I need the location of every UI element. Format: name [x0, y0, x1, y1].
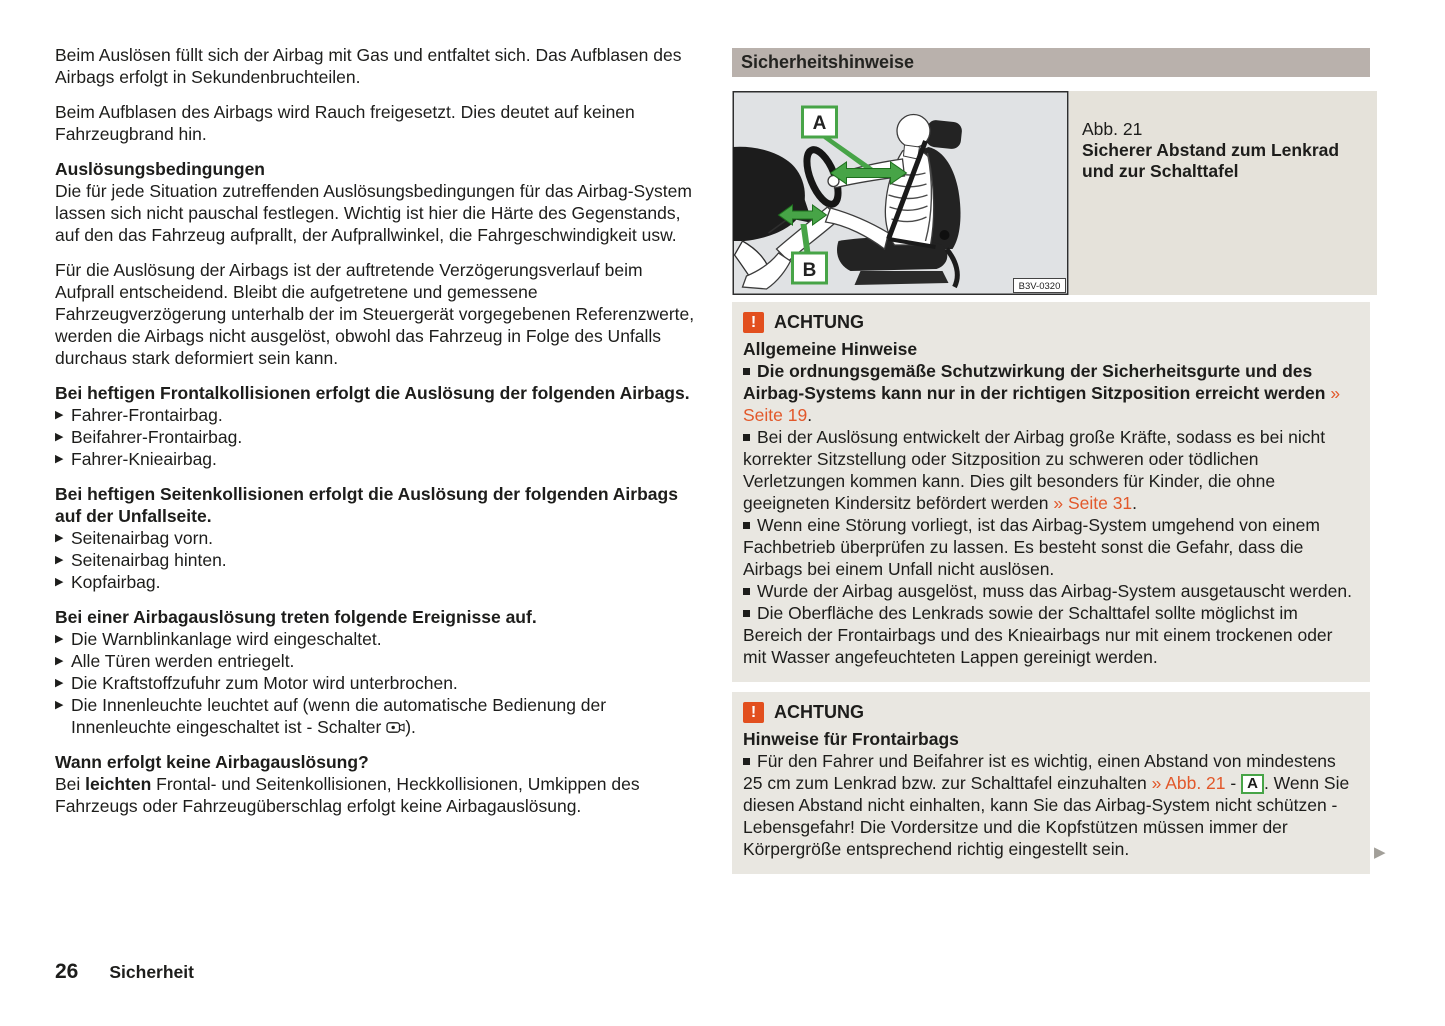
- text-run: Alle Türen werden entriegelt.: [71, 651, 295, 671]
- paragraph: [55, 44, 705, 88]
- text-run: Die für jede Situation zutreffenden Auslösungsbedingungen für das Airbag-System lassen sich nicht pauschal festlegen. Wichtig ist hier die Härte des Gegenstands, auf den das Fahrzeug aufprallt, der Aufprallwinkel, die Fahrgeschwindigkeit usw.: [55, 181, 692, 245]
- bullet-triangle-icon: ▶: [55, 431, 64, 443]
- warning-box: [732, 302, 1370, 682]
- paragraph: [55, 259, 705, 369]
- figure-caption-title: Sicherer Abstand zum Lenkrad und zur Schalttafel: [1082, 140, 1340, 181]
- square-bullet-icon: [743, 610, 750, 617]
- list-item: [55, 672, 705, 694]
- headrest: [925, 119, 963, 150]
- paragraph: [55, 773, 705, 817]
- bullet-triangle-icon: ▶: [55, 633, 64, 645]
- warning-subtitle: Allgemeine Hinweise: [743, 339, 918, 359]
- warning-item: [743, 514, 1359, 580]
- text-run: Seitenairbag vorn.: [71, 528, 214, 548]
- section-heading: [55, 158, 705, 180]
- bullet-triangle-icon: ▶: [55, 453, 64, 465]
- list-item: [55, 426, 705, 448]
- figure-caption-label: Abb. 21: [1082, 119, 1143, 139]
- bullet-triangle-icon: ▶: [55, 699, 64, 711]
- text-run: Beim Aufblasen des Airbags wird Rauch freigesetzt. Dies deutet auf keinen Fahrzeugbrand hin.: [55, 102, 635, 144]
- text-run: Frontal- und Seitenkollisionen, Heckkollisionen, Umkippen des Fahrzeugs oder Fahrzeugüberschlag erfolgt keine Airbagauslösung.: [55, 774, 640, 816]
- section-heading: [55, 382, 705, 404]
- text-run: Die Oberfläche des Lenkrads sowie der Schalttafel sollte möglichst im Bereich der Frontairbags und des Knieairbags nur mit einem trockenen oder mit Wasser angefeuchteten Lappen gereinigt werden.: [743, 603, 1333, 667]
- text-run: Seitenairbag hinten.: [71, 550, 227, 570]
- warning-header: [743, 311, 1359, 333]
- figure-marker-ref: A: [1241, 774, 1264, 794]
- text-run: Die Innenleuchte leuchtet auf (wenn die automatische Bedienung der Innenleuchte eingeschaltet ist - Schalter: [71, 695, 607, 737]
- square-bullet-icon: [743, 522, 750, 529]
- warning-header: [743, 701, 1359, 723]
- marker-a-label: A: [812, 113, 827, 134]
- section-header-title: Sicherheitshinweise: [741, 52, 915, 72]
- text-run: Bei heftigen Seitenkollisionen erfolgt die Auslösung der folgenden Airbags auf der Unfallseite.: [55, 484, 678, 526]
- footer-section-label: Sicherheit: [109, 962, 194, 982]
- section-heading: [55, 751, 705, 773]
- text-run: Für den Fahrer und Beifahrer ist es wichtig, einen Abstand von mindestens 25 cm zum Lenkrad bzw. zur Schalttafel einzuhalten: [743, 751, 1336, 793]
- paragraph: [55, 180, 705, 246]
- cross-reference-link[interactable]: » Abb. 21: [1151, 773, 1226, 793]
- warning-exclamation-icon: !: [743, 312, 764, 333]
- text-run: Fahrer-Knieairbag.: [71, 449, 217, 469]
- list-item: [55, 448, 705, 470]
- warning-item: [743, 750, 1359, 860]
- text-run: ).: [405, 717, 416, 737]
- text-run: Wenn eine Störung vorliegt, ist das Airbag-System umgehend von einem Fachbetrieb überprüfen zu lassen. Es besteht sonst die Gefahr, dass die Airbags bei einem Unfall nicht auslösen.: [743, 515, 1320, 579]
- figure-row: [732, 91, 1370, 295]
- cross-reference-link[interactable]: » Seite 31: [1053, 493, 1133, 513]
- seat-base: [855, 271, 949, 285]
- warning-title: ACHTUNG: [774, 312, 864, 332]
- text-run: Fahrer-Frontairbag.: [71, 405, 223, 425]
- text-run: Bei einer Airbagauslösung treten folgende Ereignisse auf.: [55, 607, 537, 627]
- figure-caption: [1069, 91, 1377, 295]
- left-text-column: [55, 44, 705, 830]
- bold-text-run: leichten: [85, 774, 152, 794]
- interior-light-switch-icon: [386, 721, 405, 734]
- list-item: [55, 404, 705, 426]
- square-bullet-icon: [743, 434, 750, 441]
- text-run: Bei heftigen Frontalkollisionen erfolgt die Auslösung der folgenden Airbags.: [55, 383, 690, 403]
- square-bullet-icon: [743, 588, 750, 595]
- text-run: Wann erfolgt keine Airbagauslösung?: [55, 752, 369, 772]
- list-item: [55, 650, 705, 672]
- continuation-triangle-icon: ▶: [1374, 844, 1386, 861]
- text-run: Beim Auslösen füllt sich der Airbag mit Gas und entfaltet sich. Das Aufblasen des Airbags erfolgt in Sekundenbruchteilen.: [55, 45, 682, 87]
- list-item: [55, 527, 705, 549]
- text-run: .: [1132, 493, 1138, 513]
- section-heading: [55, 483, 705, 527]
- text-run: Wurde der Airbag ausgelöst, muss das Airbag-System ausgetauscht werden.: [757, 581, 1352, 601]
- text-run: Bei: [55, 774, 86, 794]
- text-run: Auslösungsbedingungen: [55, 159, 265, 179]
- paragraph: [55, 101, 705, 145]
- text-run: .: [807, 405, 813, 425]
- text-run: Für die Auslösung der Airbags ist der auftretende Verzögerungsverlauf beim Aufprall entscheidend. Bleibt die aufgetretene und gemessene Fahrzeugverzögerung unterhalb der im Steuergerät vorgegebenen Referenzwerte, werden die Airbags nicht ausgelöst, obwohl das Fahrzeug in Folge des Unfalls durchaus stark deformiert sein kann.: [55, 260, 695, 368]
- list-item: [55, 571, 705, 593]
- warning-box: [732, 692, 1370, 874]
- text-run: Die Kraftstoffzufuhr zum Motor wird unterbrochen.: [71, 673, 458, 693]
- warning-item: [743, 360, 1359, 426]
- bullet-triangle-icon: ▶: [55, 677, 64, 689]
- page-footer: [55, 961, 194, 983]
- figure-image: [732, 91, 1069, 295]
- warning-exclamation-icon: !: [743, 702, 764, 723]
- square-bullet-icon: [743, 368, 750, 375]
- section-heading: [55, 606, 705, 628]
- text-run: Kopfairbag.: [71, 572, 161, 592]
- page-number: 26: [55, 960, 79, 983]
- square-bullet-icon: [743, 758, 750, 765]
- list-item: [55, 549, 705, 571]
- warning-item: [743, 602, 1359, 668]
- warning-title: ACHTUNG: [774, 702, 864, 722]
- list-item: [55, 694, 705, 738]
- warnings-container: [732, 302, 1370, 874]
- cross-reference-link[interactable]: » Seite 19: [743, 383, 1341, 425]
- text-run: . Wenn Sie diesen Abstand nicht einhalten, kann Sie das Airbag-System nicht schützen - Lebensgefahr! Die Vordersitze und die Kopfstützen müssen immer der Körpergröße entsprechend richtig eingestellt sein.: [743, 773, 1350, 859]
- warning-item: [743, 426, 1359, 514]
- list-item: [55, 628, 705, 650]
- text-run: Bei der Auslösung entwickelt der Airbag große Kräfte, sodass es bei nicht korrekter Sitzstellung oder Sitzposition zu schweren oder tödlichen Verletzungen kommen kann. Dies gilt besonders für Kinder, die ohne geeigneten Kindersitz befördert werden: [743, 427, 1326, 513]
- bullet-triangle-icon: ▶: [55, 655, 64, 667]
- section-header-bar: [732, 48, 1370, 77]
- right-column: [732, 48, 1370, 874]
- text-run: -: [1225, 773, 1242, 793]
- seat-distance-illustration: [732, 91, 1069, 295]
- text-run: Die Warnblinkanlage wird eingeschaltet.: [71, 629, 382, 649]
- bullet-triangle-icon: ▶: [55, 532, 64, 544]
- bullet-triangle-icon: ▶: [55, 554, 64, 566]
- text-run: Beifahrer-Frontairbag.: [71, 427, 243, 447]
- bullet-triangle-icon: ▶: [55, 576, 64, 588]
- warning-subtitle: Hinweise für Frontairbags: [743, 729, 959, 749]
- figure-code-label: B3V-0320: [1018, 281, 1061, 292]
- warning-item: [743, 580, 1359, 602]
- bullet-triangle-icon: ▶: [55, 409, 64, 421]
- marker-b-label: B: [802, 260, 817, 281]
- bold-text-run: Die ordnungsgemäße Schutzwirkung der Sicherheitsgurte und des Airbag-Systems kann nur in der richtigen Sitzposition erreicht werden: [743, 361, 1331, 403]
- seat-adjuster-knob: [940, 230, 950, 240]
